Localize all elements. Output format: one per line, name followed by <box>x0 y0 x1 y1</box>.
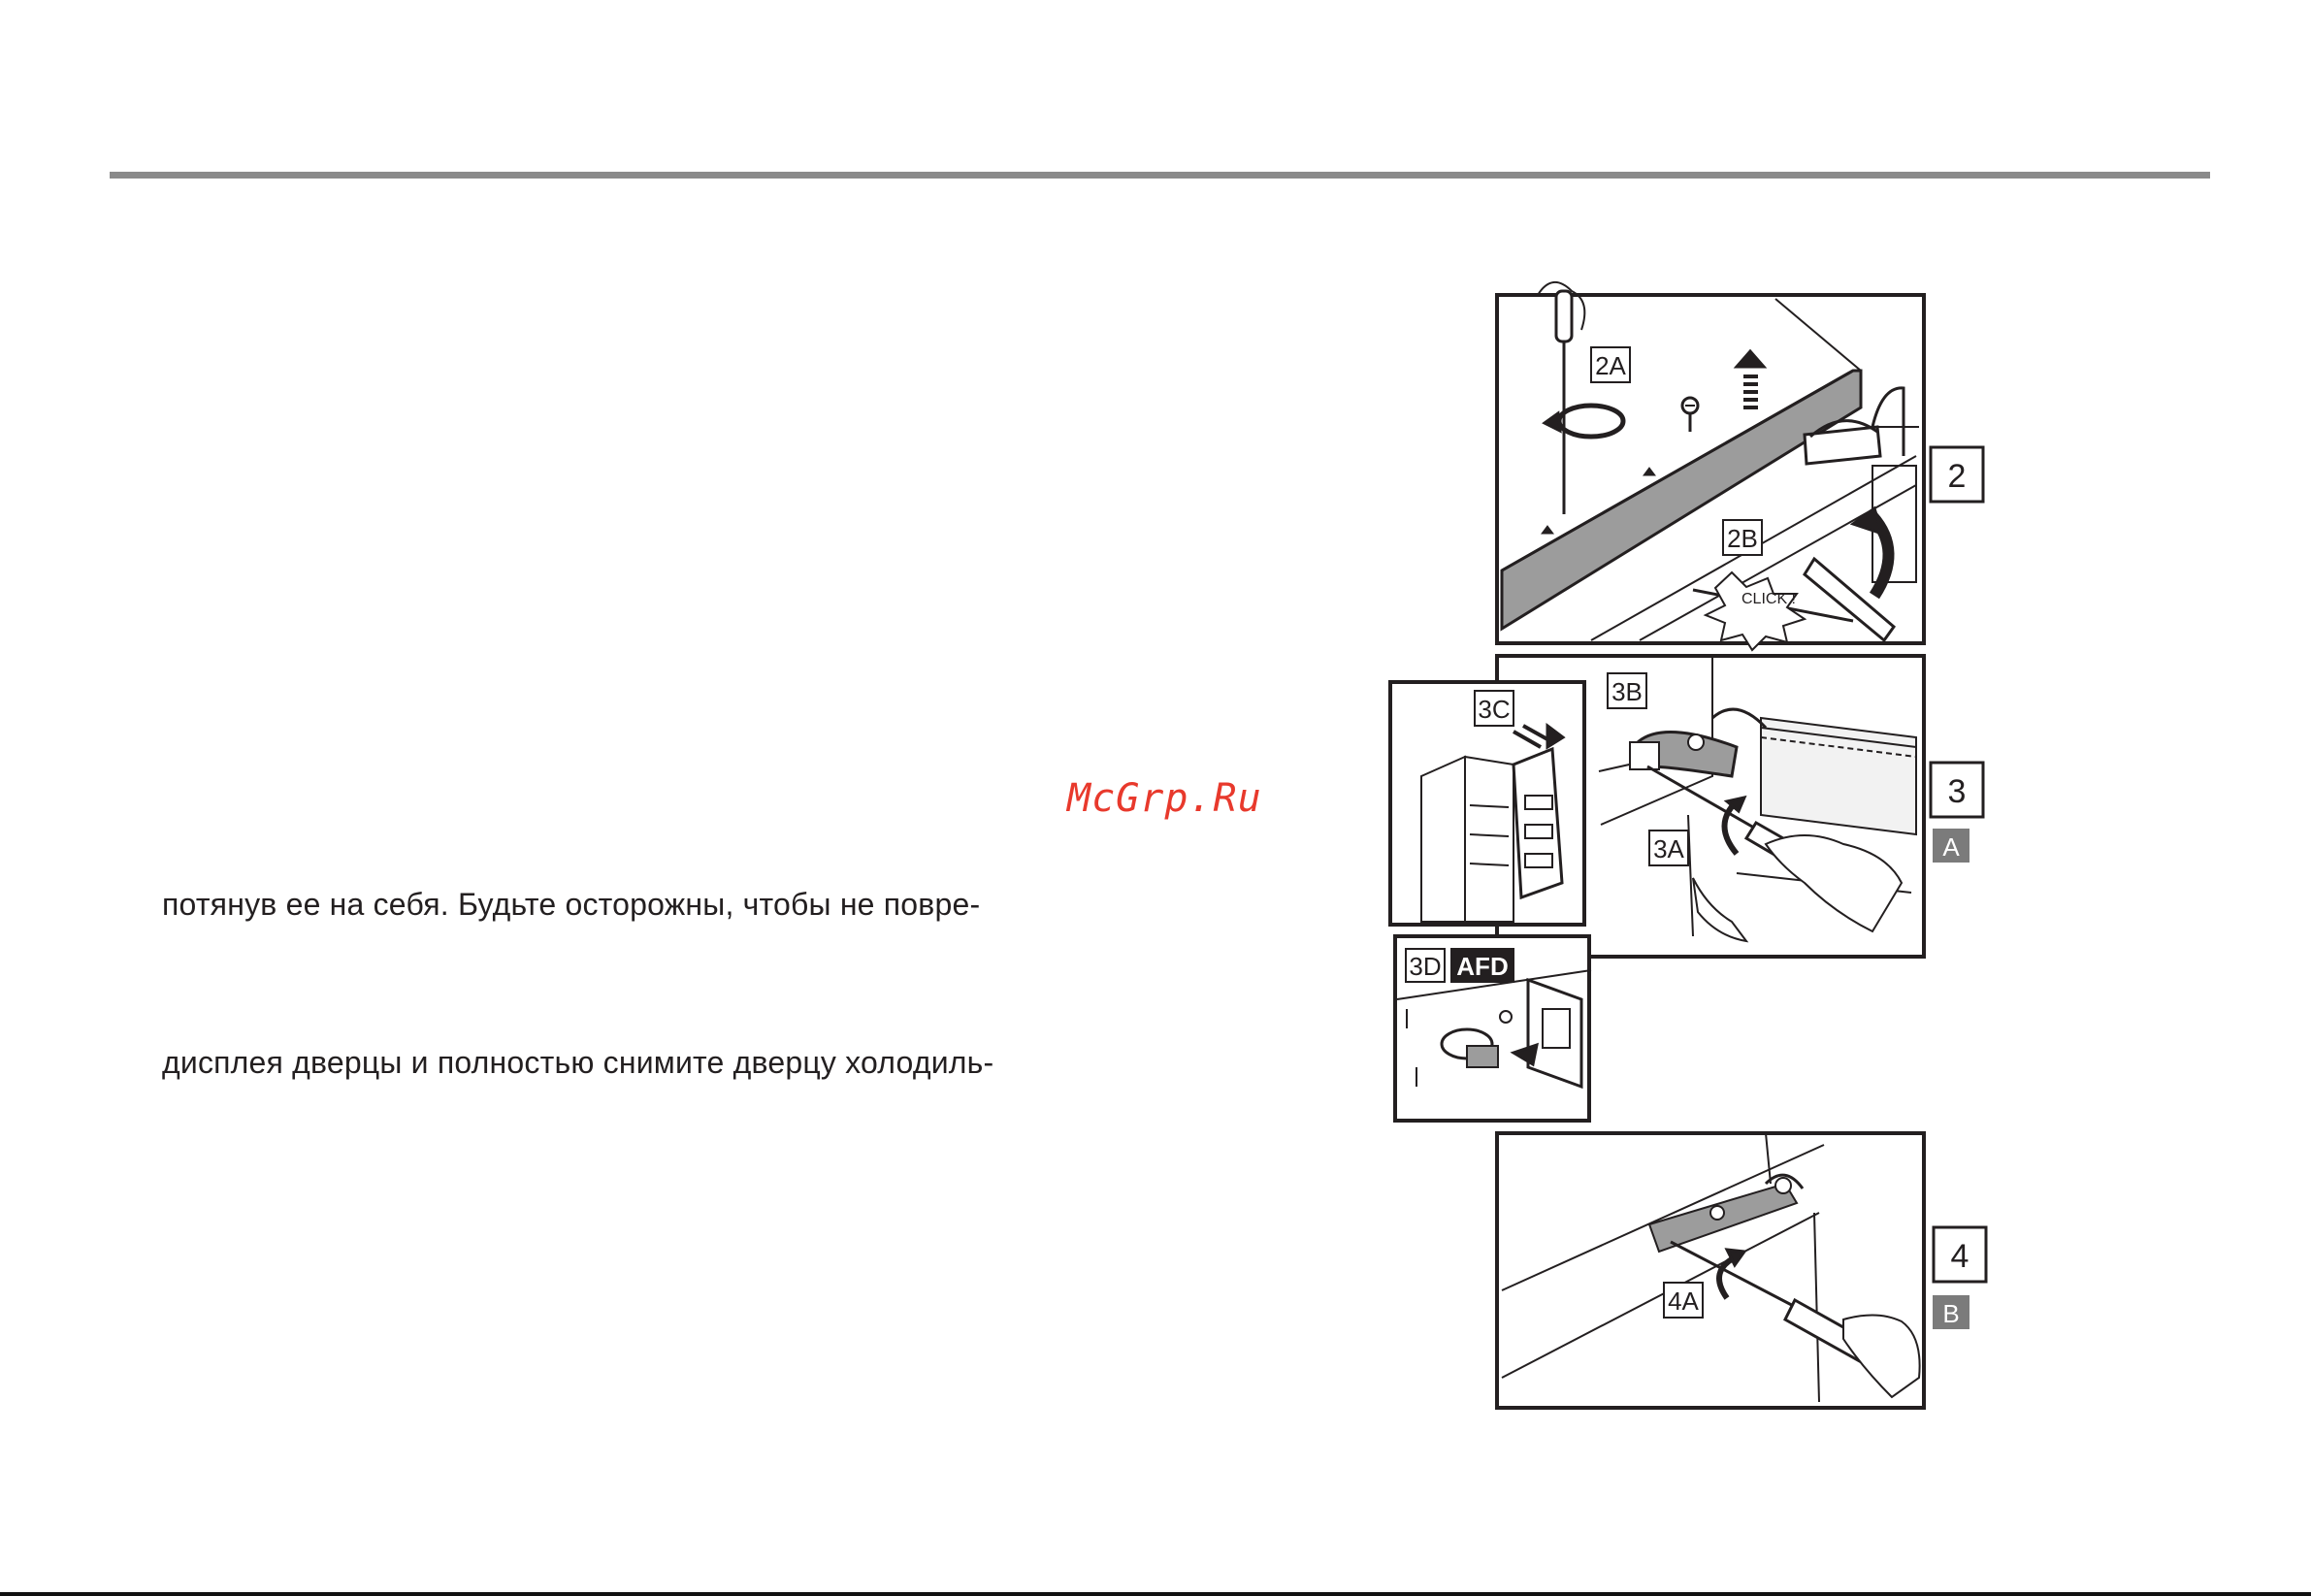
label-2b: 2B <box>1727 524 1758 553</box>
label-afd: AFD <box>1456 952 1509 981</box>
step-number-2: 2 <box>1947 458 1967 495</box>
body-text-line-2: дисплея дверцы и полностью снимите дверцу холодиль- <box>162 1045 994 1080</box>
click-label: CLICK ! <box>1741 591 1797 607</box>
step-number-4: 4 <box>1950 1238 1969 1275</box>
variant-a: A <box>1942 832 1960 862</box>
label-2a: 2A <box>1595 351 1626 380</box>
panel-step-2 <box>1497 282 1924 650</box>
step-number-3: 3 <box>1947 773 1967 810</box>
label-3c: 3C <box>1478 695 1511 724</box>
body-text-line-1: потянув ее на себя. Будьте осторожны, чтобы не повре- <box>162 887 981 922</box>
panel-step-4 <box>1497 1133 1924 1408</box>
label-3b: 3B <box>1611 677 1643 706</box>
watermark: McGrp.Ru <box>1067 776 1262 821</box>
label-4a: 4A <box>1668 1287 1699 1316</box>
variant-b: B <box>1942 1299 1960 1328</box>
label-3d: 3D <box>1409 952 1442 981</box>
label-3a: 3A <box>1653 834 1684 863</box>
bottom-edge-line <box>0 1592 2311 1596</box>
